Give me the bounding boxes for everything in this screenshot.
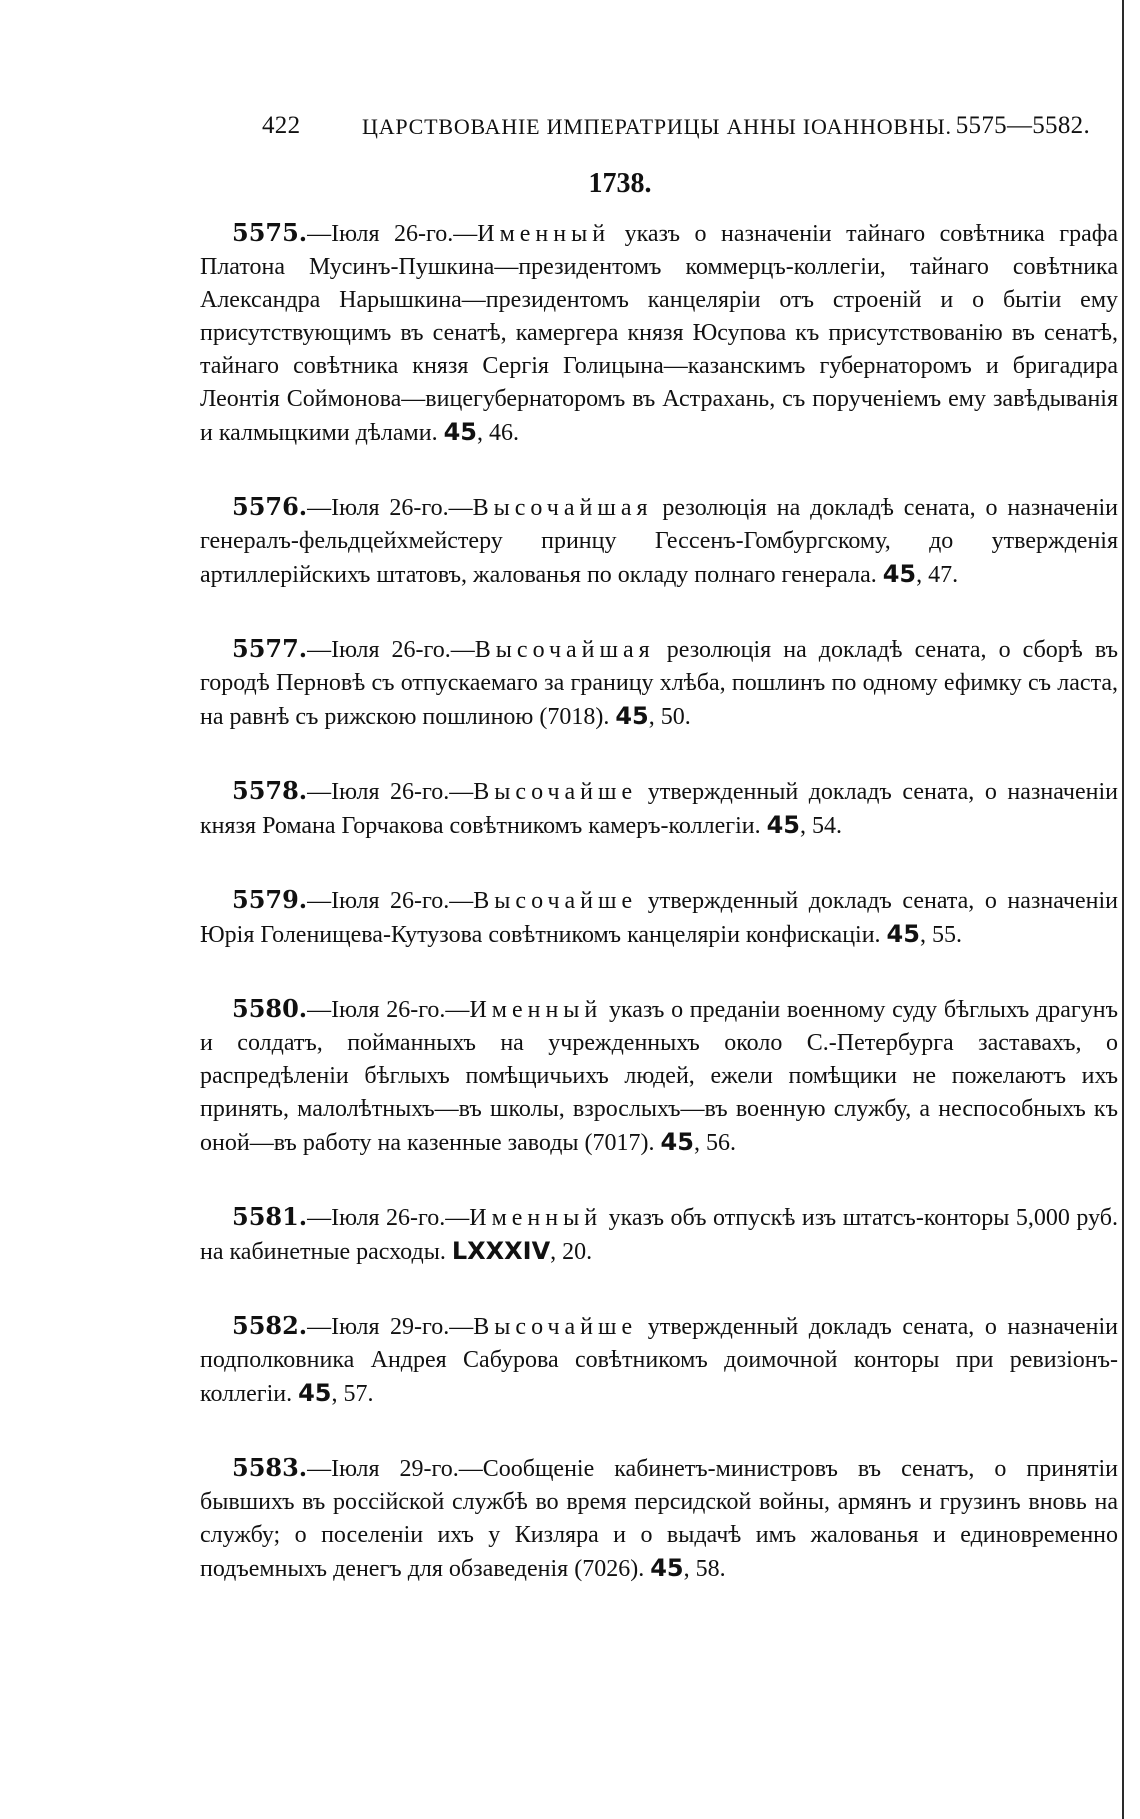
- entry-volume: LXXXIV: [451, 1237, 551, 1265]
- entry-number: 5576.: [232, 492, 308, 521]
- entry-doc-type: Высочайше: [473, 888, 638, 914]
- running-title: ЦАРСТВОВАНІЕ ИМПЕРАТРИЦЫ АННЫ ІОАННОВНЫ.: [362, 114, 952, 139]
- entry-range: 5575—5582.: [955, 112, 1090, 139]
- entry-date: —Іюля 26-го.—: [307, 779, 474, 805]
- entry-doc-type: Высочайше: [473, 779, 638, 805]
- entry-page: , 55.: [919, 922, 962, 948]
- entry-page: , 47.: [916, 562, 959, 588]
- entry-volume: 45: [298, 1379, 332, 1407]
- entry-doc-type: Высочайшая: [474, 637, 655, 663]
- entry-number: 5581.: [232, 1202, 308, 1231]
- entry-date: —Іюля 26-го.—: [307, 1205, 470, 1231]
- running-head: [262, 112, 1092, 152]
- entry-text: указъ о преданіи военному суду бѣглыхъ драгунъ и солдатъ, пойманныхъ на учрежденныхъ около С.-Петербурга заставахъ, о распредѣленіи бѣглыхъ помѣщичьихъ людей, ежели помѣщики не пожелаютъ ихъ принять, малолѣтныхъ—въ школы, взрослыхъ—въ военную службу, а неспособныхъ къ оной—въ работу на казенные заводы (7017).: [200, 997, 1118, 1156]
- entry-text: указъ объ отпускѣ изъ штатсъ-конторы 5,000 руб. на кабинетные расходы.: [200, 1205, 1118, 1265]
- entry-date: —Іюля 26-го.—: [307, 495, 473, 521]
- entry-page: , 46.: [476, 420, 519, 446]
- entry-date: —Іюля 26-го.—: [307, 637, 475, 663]
- entry-doc-type: Высочайше: [473, 1314, 638, 1340]
- entry-number: 5579.: [232, 885, 308, 914]
- entries-list: [200, 216, 1118, 1626]
- page-edge-line: [1122, 0, 1124, 1819]
- entry-doc-type: Высочайшая: [472, 495, 653, 521]
- entry-page: , 50.: [648, 704, 691, 730]
- page-number: 422: [262, 112, 301, 139]
- entry-5581: [200, 1200, 1118, 1269]
- entry-volume: 45: [650, 1554, 684, 1582]
- entry-5575: [200, 216, 1118, 450]
- entry-5579: [200, 883, 1118, 952]
- entry-date: —Іюля 29-го.—: [307, 1314, 474, 1340]
- entry-text: указъ о назначеніи тайнаго совѣтника графа Платона Мусинъ-Пушкина—президентомъ коммерцъ-коллегіи, тайнаго совѣтника Александра Нарышкина—президентомъ канцеляріи отъ строеній и о бытіи ему присутствующимъ въ сенатѣ, камергера князя Юсупова къ присутствованію въ сенатѣ, тайнаго совѣтника князя Сергія Голицына—казанскимъ губернаторомъ и бригадира Леонтія Соймонова—вицегубернаторомъ въ Астрахань, съ порученіемъ ему завѣдыванія и калмыцкими дѣлами.: [200, 221, 1118, 446]
- entry-text: утвержденный докладъ сената, о назначеніи Юрія Голенищева-Кутузова совѣтникомъ канцеляріи конфискаціи.: [200, 888, 1118, 948]
- entry-volume: 45: [443, 418, 477, 446]
- entry-text: утвержденный докладъ сената, о назначеніи князя Романа Горчакова совѣтникомъ камеръ-коллегіи.: [200, 779, 1118, 839]
- entry-page: , 56.: [693, 1130, 736, 1156]
- entry-page: , 54.: [799, 813, 842, 839]
- entry-5580: [200, 992, 1118, 1160]
- entry-volume: 45: [886, 920, 920, 948]
- entry-date: —Іюля 26-го.—: [307, 997, 470, 1023]
- entry-doc-type: Именный: [469, 1205, 603, 1231]
- entry-5582: [200, 1309, 1118, 1411]
- entry-page: , 58.: [683, 1556, 726, 1582]
- year-heading: 1738.: [588, 168, 652, 199]
- entry-volume: 45: [615, 702, 649, 730]
- entry-page: , 57.: [331, 1381, 374, 1407]
- entry-number: 5578.: [232, 776, 308, 805]
- entry-number: 5580.: [232, 994, 308, 1023]
- entry-5583: [200, 1451, 1118, 1586]
- entry-number: 5583.: [232, 1453, 308, 1482]
- entry-page: , 20.: [550, 1239, 593, 1265]
- entry-doc-type: Именный: [469, 997, 603, 1023]
- entry-date: —Іюля 29-го.—: [307, 1456, 483, 1482]
- entry-number: 5577.: [232, 634, 308, 663]
- entry-date: —Іюля 26-го.—: [307, 888, 474, 914]
- entry-volume: 45: [882, 560, 917, 588]
- entry-text: Сообщеніе кабинетъ-министровъ въ сенатъ, о принятіи бывшихъ въ россійской службѣ во время персидской войны, армянъ и грузинъ вновь на службу; о поселеніи ихъ у Кизляра и о выдачѣ имъ жалованья и единовременно подъемныхъ денегъ для обзаведенія (7026).: [200, 1456, 1118, 1582]
- entry-date: —Іюля 26-го.—: [307, 221, 478, 247]
- entry-number: 5575.: [232, 218, 308, 247]
- entry-5578: [200, 774, 1118, 843]
- entry-doc-type: Именный: [477, 221, 611, 247]
- entry-5577: [200, 632, 1118, 734]
- entry-text: резолюція на докладѣ сената, о сборѣ въ городѣ Перновѣ съ отпускаемаго за границу хлѣба, пошлинъ по одному ефимку съ ласта, на равнѣ съ рижскою пошлиною (7018).: [200, 637, 1118, 730]
- entry-volume: 45: [660, 1128, 694, 1156]
- entry-text: утвержденный докладъ сената, о назначеніи подполковника Андрея Сабурова совѣтникомъ доимочной конторы при ревизіонъ-коллегіи.: [200, 1314, 1118, 1407]
- entry-volume: 45: [766, 811, 800, 839]
- entry-text: резолюція на докладѣ сената, о назначеніи генералъ-фельдцейхмейстеру принцу Гессенъ-Гомбургскому, до утвержденія артиллерійскихъ штатовъ, жалованья по окладу полнаго генерала.: [200, 495, 1118, 588]
- entry-number: 5582.: [232, 1311, 308, 1340]
- entry-5576: [200, 490, 1118, 592]
